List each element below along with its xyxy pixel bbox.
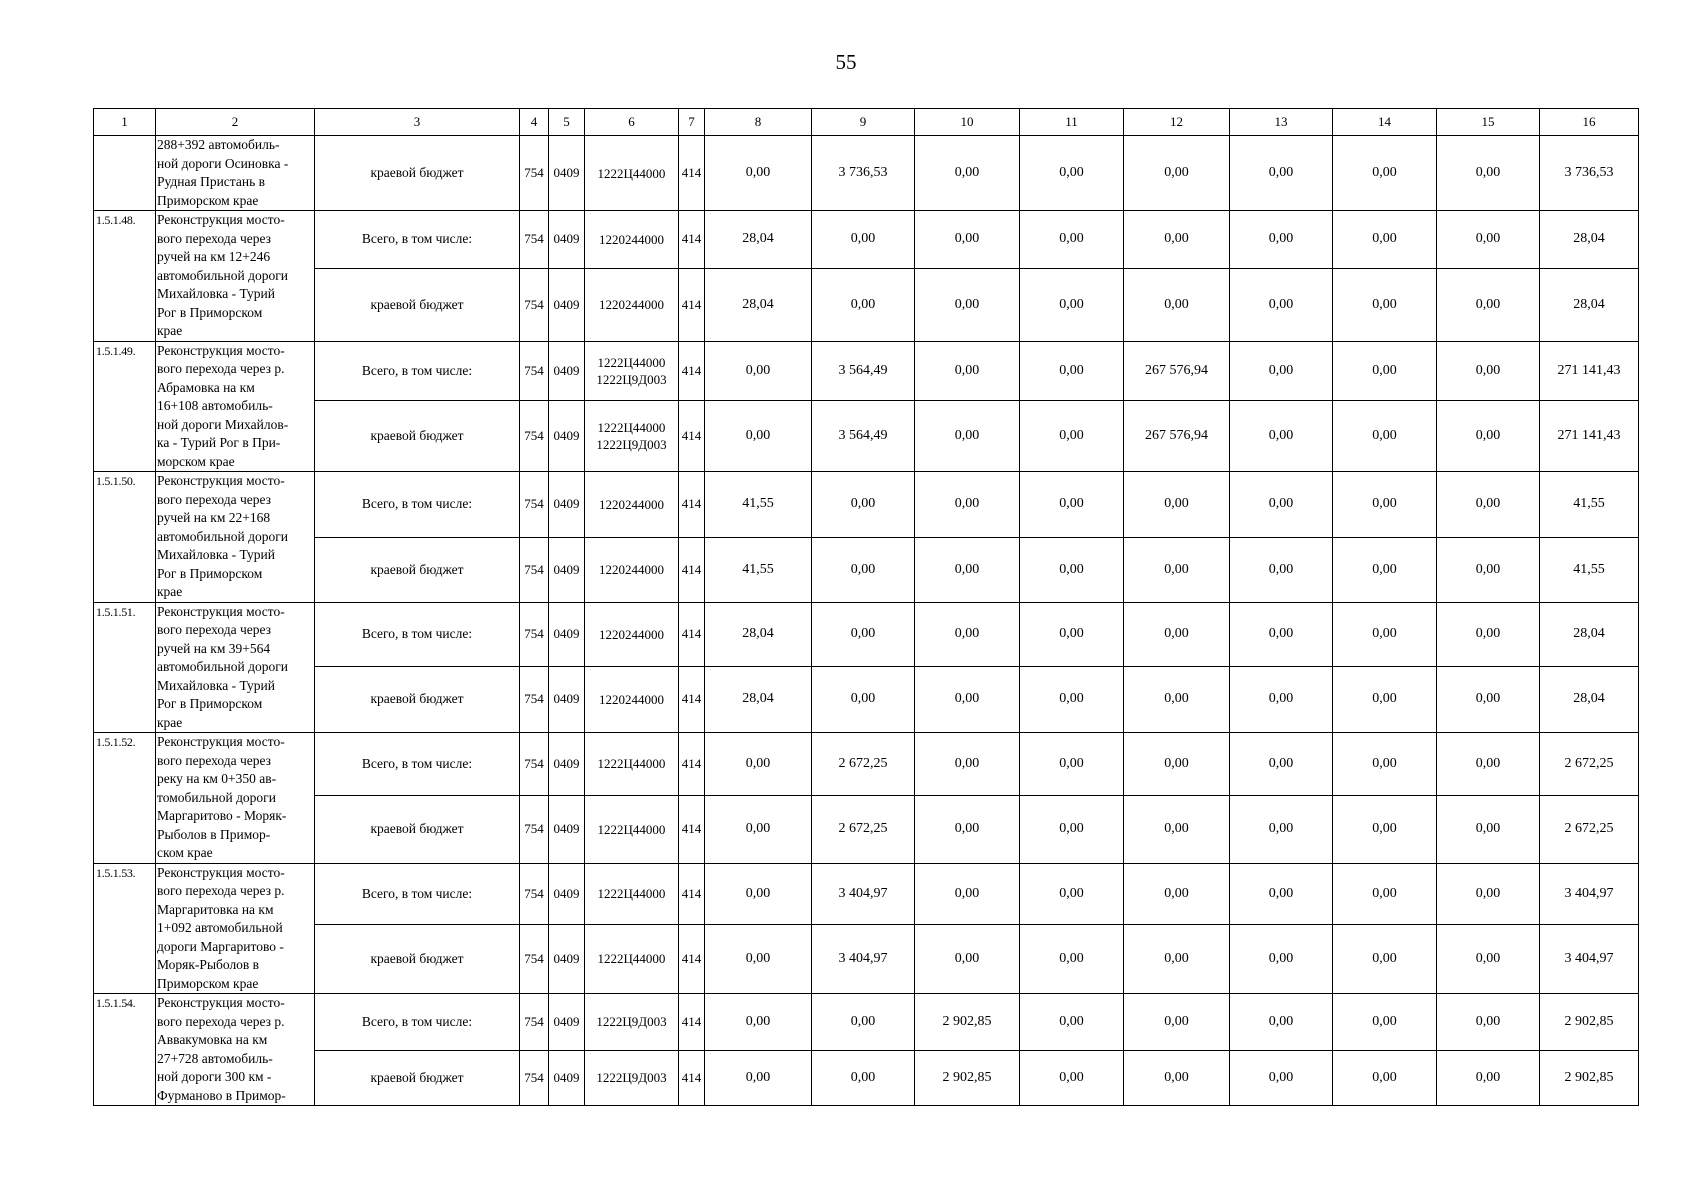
funding-source: краевой бюджет — [315, 268, 520, 341]
funding-source: Всего, в том числе: — [315, 733, 520, 796]
amount-col-10: 0,00 — [915, 666, 1020, 732]
code-section: 0409 — [549, 994, 585, 1051]
column-header-15: 15 — [1437, 109, 1540, 136]
amount-col-11: 0,00 — [1020, 924, 1124, 993]
amount-col-11: 0,00 — [1020, 1050, 1124, 1105]
amount-col-12: 0,00 — [1124, 602, 1230, 666]
column-header-2: 2 — [156, 109, 315, 136]
amount-col-9: 2 672,25 — [812, 733, 915, 796]
amount-col-10: 2 902,85 — [915, 1050, 1020, 1105]
funding-source: Всего, в том числе: — [315, 994, 520, 1051]
item-description: 288+392 автомобиль- ной дороги Осиновка - Рудная Пристань в Приморском крае — [156, 136, 315, 211]
amount-col-12: 0,00 — [1124, 733, 1230, 796]
amount-col-15: 0,00 — [1437, 136, 1540, 211]
code-expense-type: 414 — [679, 400, 705, 471]
item-number: 1.5.1.53. — [94, 863, 156, 994]
code-grbs: 754 — [520, 268, 549, 341]
code-expense-type: 414 — [679, 863, 705, 924]
amount-col-16: 2 902,85 — [1540, 994, 1639, 1051]
amount-col-13: 0,00 — [1230, 994, 1333, 1051]
code-grbs: 754 — [520, 924, 549, 993]
amount-col-13: 0,00 — [1230, 341, 1333, 400]
amount-col-10: 0,00 — [915, 602, 1020, 666]
column-header-3: 3 — [315, 109, 520, 136]
code-section: 0409 — [549, 666, 585, 732]
amount-col-16: 3 736,53 — [1540, 136, 1639, 211]
amount-col-16: 28,04 — [1540, 268, 1639, 341]
amount-col-12: 0,00 — [1124, 863, 1230, 924]
table-row — [94, 924, 1639, 993]
code-grbs: 754 — [520, 666, 549, 732]
amount-col-16: 41,55 — [1540, 537, 1639, 602]
amount-col-11: 0,00 — [1020, 136, 1124, 211]
funding-source: краевой бюджет — [315, 136, 520, 211]
amount-col-16: 2 672,25 — [1540, 795, 1639, 863]
table-row — [94, 733, 1639, 796]
code-expense-type: 414 — [679, 795, 705, 863]
amount-col-16: 28,04 — [1540, 211, 1639, 269]
amount-col-8: 0,00 — [705, 136, 812, 211]
code-grbs: 754 — [520, 400, 549, 471]
code-target-article: 1222Ц44000 1222Ц9Д003 — [585, 341, 679, 400]
table-row — [94, 994, 1639, 1051]
code-grbs: 754 — [520, 341, 549, 400]
column-header-14: 14 — [1333, 109, 1437, 136]
amount-col-9: 3 404,97 — [812, 863, 915, 924]
amount-col-15: 0,00 — [1437, 400, 1540, 471]
code-target-article: 1222Ц44000 — [585, 136, 679, 211]
amount-col-10: 2 902,85 — [915, 994, 1020, 1051]
amount-col-13: 0,00 — [1230, 795, 1333, 863]
amount-col-12: 267 576,94 — [1124, 341, 1230, 400]
amount-col-16: 3 404,97 — [1540, 863, 1639, 924]
table-header — [94, 109, 1639, 136]
code-expense-type: 414 — [679, 602, 705, 666]
table-row — [94, 400, 1639, 471]
amount-col-9: 2 672,25 — [812, 795, 915, 863]
amount-col-16: 3 404,97 — [1540, 924, 1639, 993]
code-target-article: 1222Ц44000 — [585, 795, 679, 863]
funding-source: краевой бюджет — [315, 924, 520, 993]
amount-col-8: 0,00 — [705, 733, 812, 796]
item-number: 1.5.1.50. — [94, 472, 156, 603]
table-row — [94, 472, 1639, 538]
item-description: Реконструкция мосто- вого перехода через ручей на км 22+168 автомобильной дороги Михайловка - Турий Рог в Приморском крае — [156, 472, 315, 603]
code-section: 0409 — [549, 733, 585, 796]
funding-source: Всего, в том числе: — [315, 341, 520, 400]
code-target-article: 1220244000 — [585, 602, 679, 666]
amount-col-15: 0,00 — [1437, 472, 1540, 538]
code-expense-type: 414 — [679, 136, 705, 211]
amount-col-15: 0,00 — [1437, 602, 1540, 666]
amount-col-11: 0,00 — [1020, 733, 1124, 796]
amount-col-9: 3 404,97 — [812, 924, 915, 993]
header-row — [94, 109, 1639, 136]
amount-col-10: 0,00 — [915, 733, 1020, 796]
code-expense-type: 414 — [679, 341, 705, 400]
column-header-6: 6 — [585, 109, 679, 136]
amount-col-16: 28,04 — [1540, 602, 1639, 666]
table-body — [94, 136, 1639, 1106]
code-section: 0409 — [549, 268, 585, 341]
item-description: Реконструкция мосто- вого перехода через реку на км 0+350 ав- томобильной дороги Маргаритово - Моряк- Рыболов в Примор- ском крае — [156, 733, 315, 864]
amount-col-13: 0,00 — [1230, 268, 1333, 341]
table-row — [94, 211, 1639, 269]
amount-col-11: 0,00 — [1020, 863, 1124, 924]
amount-col-15: 0,00 — [1437, 924, 1540, 993]
amount-col-8: 28,04 — [705, 211, 812, 269]
amount-col-16: 271 141,43 — [1540, 341, 1639, 400]
amount-col-16: 28,04 — [1540, 666, 1639, 732]
amount-col-16: 2 672,25 — [1540, 733, 1639, 796]
amount-col-9: 0,00 — [812, 537, 915, 602]
funding-source: Всего, в том числе: — [315, 472, 520, 538]
amount-col-10: 0,00 — [915, 400, 1020, 471]
amount-col-10: 0,00 — [915, 924, 1020, 993]
amount-col-8: 0,00 — [705, 1050, 812, 1105]
amount-col-15: 0,00 — [1437, 994, 1540, 1051]
amount-col-15: 0,00 — [1437, 1050, 1540, 1105]
item-description: Реконструкция мосто- вого перехода через ручей на км 39+564 автомобильной дороги Михайловка - Турий Рог в Приморском крае — [156, 602, 315, 733]
amount-col-11: 0,00 — [1020, 666, 1124, 732]
table-row — [94, 602, 1639, 666]
amount-col-12: 0,00 — [1124, 666, 1230, 732]
table-row — [94, 795, 1639, 863]
amount-col-16: 271 141,43 — [1540, 400, 1639, 471]
code-target-article: 1220244000 — [585, 472, 679, 538]
code-target-article: 1222Ц44000 — [585, 924, 679, 993]
table-row — [94, 341, 1639, 400]
amount-col-13: 0,00 — [1230, 924, 1333, 993]
page-number: 55 — [835, 50, 857, 74]
amount-col-14: 0,00 — [1333, 341, 1437, 400]
code-target-article: 1220244000 — [585, 666, 679, 732]
column-header-13: 13 — [1230, 109, 1333, 136]
amount-col-12: 0,00 — [1124, 136, 1230, 211]
item-description: Реконструкция мосто- вого перехода через р. Аввакумовка на км 27+728 автомобиль- ной дороги 300 км - Фурманово в Примор- — [156, 994, 315, 1106]
code-target-article: 1220244000 — [585, 211, 679, 269]
amount-col-14: 0,00 — [1333, 268, 1437, 341]
amount-col-12: 0,00 — [1124, 537, 1230, 602]
code-grbs: 754 — [520, 211, 549, 269]
amount-col-8: 0,00 — [705, 341, 812, 400]
code-target-article: 1222Ц9Д003 — [585, 994, 679, 1051]
column-header-7: 7 — [679, 109, 705, 136]
table-row — [94, 666, 1639, 732]
amount-col-14: 0,00 — [1333, 537, 1437, 602]
funding-source: краевой бюджет — [315, 666, 520, 732]
code-grbs: 754 — [520, 795, 549, 863]
amount-col-10: 0,00 — [915, 795, 1020, 863]
amount-col-8: 0,00 — [705, 924, 812, 993]
amount-col-13: 0,00 — [1230, 666, 1333, 732]
amount-col-8: 41,55 — [705, 472, 812, 538]
column-header-9: 9 — [812, 109, 915, 136]
column-header-1: 1 — [94, 109, 156, 136]
column-header-16: 16 — [1540, 109, 1639, 136]
code-grbs: 754 — [520, 733, 549, 796]
code-target-article: 1222Ц44000 — [585, 863, 679, 924]
budget-table — [93, 108, 1639, 1106]
amount-col-9: 0,00 — [812, 666, 915, 732]
code-expense-type: 414 — [679, 924, 705, 993]
code-target-article: 1222Ц9Д003 — [585, 1050, 679, 1105]
funding-source: Всего, в том числе: — [315, 863, 520, 924]
amount-col-8: 28,04 — [705, 602, 812, 666]
amount-col-16: 41,55 — [1540, 472, 1639, 538]
code-expense-type: 414 — [679, 537, 705, 602]
code-expense-type: 414 — [679, 472, 705, 538]
amount-col-12: 0,00 — [1124, 994, 1230, 1051]
amount-col-9: 0,00 — [812, 268, 915, 341]
code-target-article: 1220244000 — [585, 537, 679, 602]
amount-col-14: 0,00 — [1333, 472, 1437, 538]
funding-source: краевой бюджет — [315, 795, 520, 863]
item-description: Реконструкция мосто- вого перехода через р. Маргаритовка на км 1+092 автомобильной дороги Маргаритово - Моряк-Рыболов в Приморском крае — [156, 863, 315, 994]
amount-col-8: 0,00 — [705, 863, 812, 924]
amount-col-10: 0,00 — [915, 136, 1020, 211]
column-header-11: 11 — [1020, 109, 1124, 136]
amount-col-11: 0,00 — [1020, 795, 1124, 863]
code-grbs: 754 — [520, 1050, 549, 1105]
amount-col-16: 2 902,85 — [1540, 1050, 1639, 1105]
amount-col-13: 0,00 — [1230, 863, 1333, 924]
item-number: 1.5.1.48. — [94, 211, 156, 342]
amount-col-13: 0,00 — [1230, 1050, 1333, 1105]
amount-col-9: 3 736,53 — [812, 136, 915, 211]
amount-col-9: 0,00 — [812, 211, 915, 269]
amount-col-14: 0,00 — [1333, 400, 1437, 471]
amount-col-9: 0,00 — [812, 994, 915, 1051]
item-number — [94, 136, 156, 211]
amount-col-11: 0,00 — [1020, 400, 1124, 471]
code-section: 0409 — [549, 211, 585, 269]
amount-col-14: 0,00 — [1333, 795, 1437, 863]
item-description: Реконструкция мосто- вого перехода через р. Абрамовка на км 16+108 автомобиль- ной дороги Михайлов- ка - Турий Рог в При- морском крае — [156, 341, 315, 472]
amount-col-12: 267 576,94 — [1124, 400, 1230, 471]
amount-col-15: 0,00 — [1437, 666, 1540, 732]
code-section: 0409 — [549, 795, 585, 863]
amount-col-13: 0,00 — [1230, 400, 1333, 471]
code-expense-type: 414 — [679, 211, 705, 269]
amount-col-11: 0,00 — [1020, 211, 1124, 269]
funding-source: краевой бюджет — [315, 400, 520, 471]
code-grbs: 754 — [520, 994, 549, 1051]
amount-col-8: 0,00 — [705, 994, 812, 1051]
code-grbs: 754 — [520, 602, 549, 666]
code-section: 0409 — [549, 1050, 585, 1105]
amount-col-15: 0,00 — [1437, 537, 1540, 602]
code-section: 0409 — [549, 602, 585, 666]
amount-col-11: 0,00 — [1020, 341, 1124, 400]
funding-source: краевой бюджет — [315, 1050, 520, 1105]
item-number: 1.5.1.51. — [94, 602, 156, 733]
code-expense-type: 414 — [679, 268, 705, 341]
amount-col-8: 41,55 — [705, 537, 812, 602]
amount-col-9: 0,00 — [812, 602, 915, 666]
amount-col-12: 0,00 — [1124, 472, 1230, 538]
table-row — [94, 136, 1639, 211]
amount-col-14: 0,00 — [1333, 602, 1437, 666]
amount-col-9: 3 564,49 — [812, 400, 915, 471]
item-number: 1.5.1.49. — [94, 341, 156, 472]
column-header-10: 10 — [915, 109, 1020, 136]
code-section: 0409 — [549, 472, 585, 538]
amount-col-13: 0,00 — [1230, 211, 1333, 269]
amount-col-12: 0,00 — [1124, 795, 1230, 863]
column-header-8: 8 — [705, 109, 812, 136]
code-section: 0409 — [549, 863, 585, 924]
amount-col-13: 0,00 — [1230, 537, 1333, 602]
amount-col-14: 0,00 — [1333, 666, 1437, 732]
code-expense-type: 414 — [679, 994, 705, 1051]
amount-col-15: 0,00 — [1437, 733, 1540, 796]
amount-col-11: 0,00 — [1020, 994, 1124, 1051]
amount-col-10: 0,00 — [915, 472, 1020, 538]
column-header-4: 4 — [520, 109, 549, 136]
funding-source: Всего, в том числе: — [315, 602, 520, 666]
amount-col-10: 0,00 — [915, 268, 1020, 341]
amount-col-14: 0,00 — [1333, 994, 1437, 1051]
code-target-article: 1220244000 — [585, 268, 679, 341]
item-number: 1.5.1.54. — [94, 994, 156, 1106]
amount-col-15: 0,00 — [1437, 211, 1540, 269]
amount-col-13: 0,00 — [1230, 602, 1333, 666]
amount-col-8: 0,00 — [705, 795, 812, 863]
amount-col-12: 0,00 — [1124, 924, 1230, 993]
amount-col-14: 0,00 — [1333, 733, 1437, 796]
amount-col-9: 3 564,49 — [812, 341, 915, 400]
amount-col-15: 0,00 — [1437, 795, 1540, 863]
amount-col-10: 0,00 — [915, 341, 1020, 400]
amount-col-10: 0,00 — [915, 211, 1020, 269]
amount-col-10: 0,00 — [915, 863, 1020, 924]
amount-col-15: 0,00 — [1437, 268, 1540, 341]
amount-col-15: 0,00 — [1437, 341, 1540, 400]
amount-col-14: 0,00 — [1333, 1050, 1437, 1105]
amount-col-13: 0,00 — [1230, 472, 1333, 538]
amount-col-13: 0,00 — [1230, 733, 1333, 796]
amount-col-8: 28,04 — [705, 666, 812, 732]
amount-col-12: 0,00 — [1124, 268, 1230, 341]
item-description: Реконструкция мосто- вого перехода через ручей на км 12+246 автомобильной дороги Михайловка - Турий Рог в Приморском крае — [156, 211, 315, 342]
code-target-article: 1222Ц44000 — [585, 733, 679, 796]
code-expense-type: 414 — [679, 733, 705, 796]
amount-col-14: 0,00 — [1333, 136, 1437, 211]
table-row — [94, 268, 1639, 341]
funding-source: краевой бюджет — [315, 537, 520, 602]
amount-col-14: 0,00 — [1333, 211, 1437, 269]
code-section: 0409 — [549, 341, 585, 400]
table-row — [94, 1050, 1639, 1105]
amount-col-11: 0,00 — [1020, 268, 1124, 341]
amount-col-12: 0,00 — [1124, 1050, 1230, 1105]
code-section: 0409 — [549, 924, 585, 993]
amount-col-9: 0,00 — [812, 1050, 915, 1105]
code-grbs: 754 — [520, 136, 549, 211]
amount-col-11: 0,00 — [1020, 537, 1124, 602]
funding-source: Всего, в том числе: — [315, 211, 520, 269]
amount-col-8: 28,04 — [705, 268, 812, 341]
code-section: 0409 — [549, 136, 585, 211]
column-header-5: 5 — [549, 109, 585, 136]
amount-col-10: 0,00 — [915, 537, 1020, 602]
item-number: 1.5.1.52. — [94, 733, 156, 864]
table-row — [94, 537, 1639, 602]
amount-col-14: 0,00 — [1333, 863, 1437, 924]
amount-col-13: 0,00 — [1230, 136, 1333, 211]
code-expense-type: 414 — [679, 666, 705, 732]
code-section: 0409 — [549, 537, 585, 602]
amount-col-9: 0,00 — [812, 472, 915, 538]
amount-col-8: 0,00 — [705, 400, 812, 471]
code-expense-type: 414 — [679, 1050, 705, 1105]
amount-col-11: 0,00 — [1020, 602, 1124, 666]
code-section: 0409 — [549, 400, 585, 471]
code-target-article: 1222Ц44000 1222Ц9Д003 — [585, 400, 679, 471]
table-row — [94, 863, 1639, 924]
amount-col-14: 0,00 — [1333, 924, 1437, 993]
amount-col-12: 0,00 — [1124, 211, 1230, 269]
amount-col-15: 0,00 — [1437, 863, 1540, 924]
code-grbs: 754 — [520, 863, 549, 924]
column-header-12: 12 — [1124, 109, 1230, 136]
amount-col-11: 0,00 — [1020, 472, 1124, 538]
code-grbs: 754 — [520, 537, 549, 602]
code-grbs: 754 — [520, 472, 549, 538]
